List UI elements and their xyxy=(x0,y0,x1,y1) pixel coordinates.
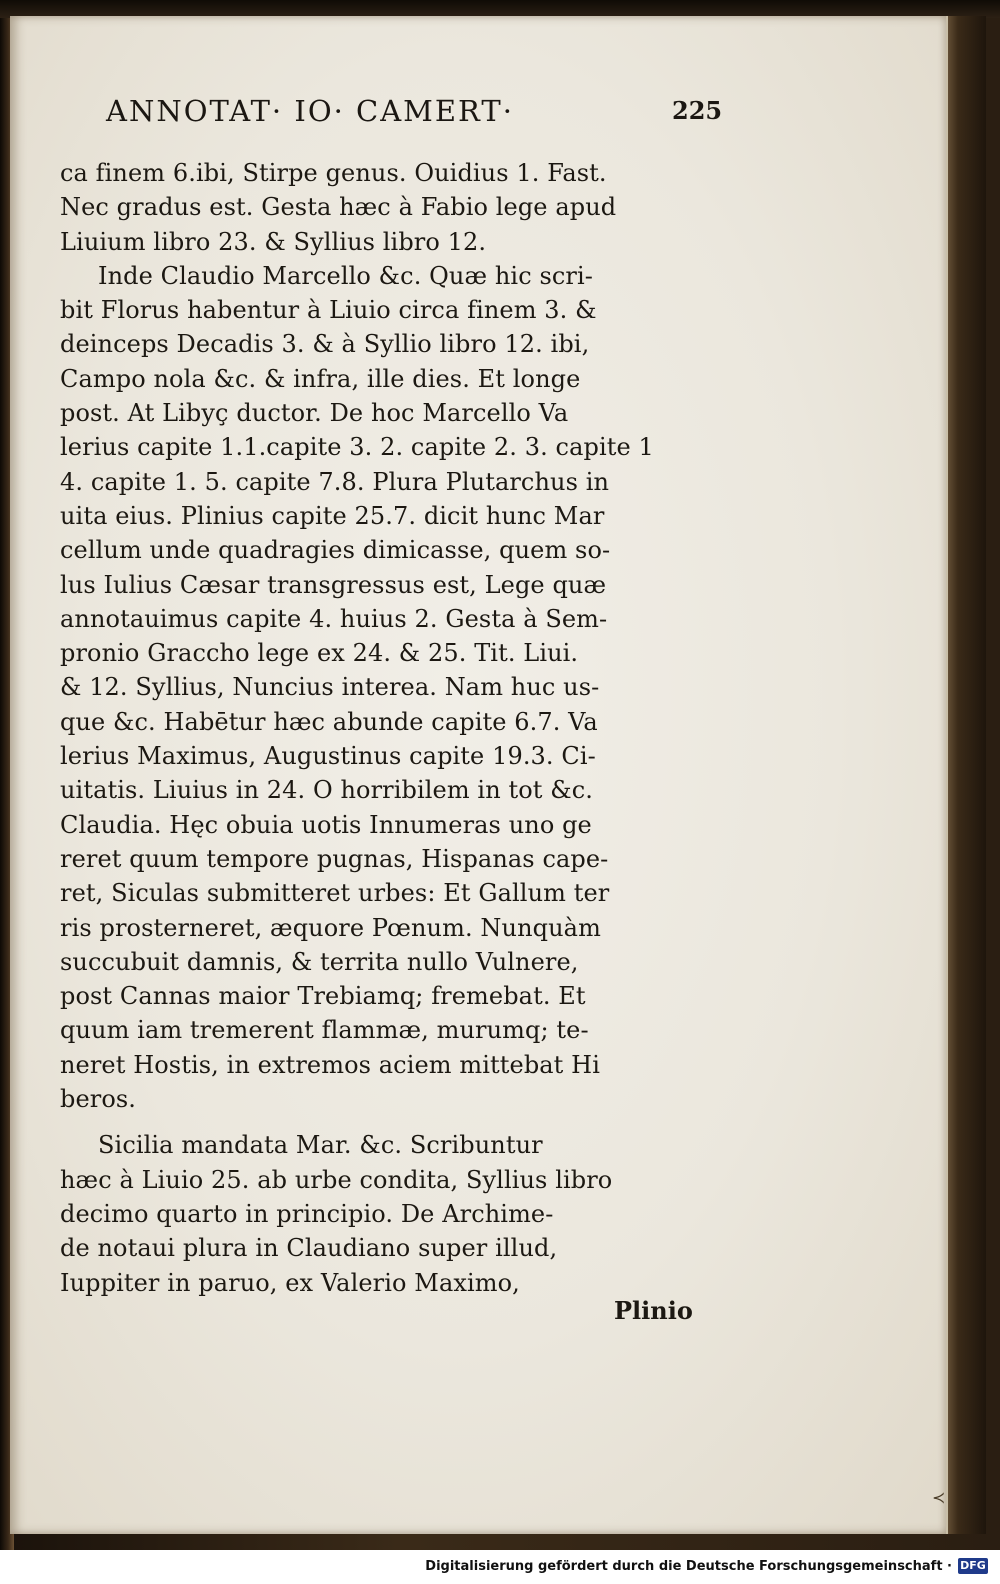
book-edge-right xyxy=(946,16,986,1534)
text-line: ris prosterneret, æquore Pœnum. Nunquàm xyxy=(60,913,601,942)
text-line: que &c. Habētur hæc abunde capite 6.7. Va xyxy=(60,707,598,736)
text-line: neret Hostis, in extremos aciem mittebat Hi xyxy=(60,1050,600,1079)
funding-credit: Digitalisierung gefördert durch die Deutsche Forschungsgemeinschaft · xyxy=(425,1559,952,1574)
text-line: cellum unde quadragies dimicasse, quem so- xyxy=(60,536,611,565)
body-text xyxy=(60,156,730,1300)
text-line: deinceps Decadis 3. & à Syllio libro 12. ibi, xyxy=(60,330,590,359)
dfg-logo-icon: DFG xyxy=(958,1558,988,1574)
catchword: Plinio xyxy=(614,1296,693,1325)
digitization-footer xyxy=(0,1550,1000,1584)
text-line: bit Florus habentur à Liuio circa finem 3. & xyxy=(60,296,597,325)
text-line: succubuit damnis, & territa nullo Vulnere, xyxy=(60,947,579,976)
text-line: lus Iulius Cæsar transgressus est, Lege quæ xyxy=(60,570,607,599)
text-line: quum iam tremerent flammæ, murumq; te- xyxy=(60,1016,589,1045)
running-head: ANNOTAT· IO· CAMERT· xyxy=(106,94,514,128)
text-line: ret, Siculas submitteret urbes: Et Gallum ter xyxy=(60,879,610,908)
text-line: Claudia. Hęc obuia uotis Innumeras uno ge xyxy=(60,810,592,839)
text-line: lerius Maximus, Augustinus capite 19.3. Ci- xyxy=(60,742,596,771)
text-line: & 12. Syllius, Nuncius interea. Nam huc us- xyxy=(60,673,600,702)
text-line: Liuium libro 23. & Syllius libro 12. xyxy=(60,227,487,256)
text-line: post Cannas maior Trebiamq; fremebat. Et xyxy=(60,982,586,1011)
text-line: beros. xyxy=(60,1085,137,1114)
text-line: Inde Claudio Marcello &c. Quæ hic scri- xyxy=(98,261,593,290)
text-line: ca finem 6.ibi, Stirpe genus. Ouidius 1. Fast. xyxy=(60,159,607,187)
text-line: lerius capite 1.1.capite 3. 2. capite 2. 3. capite 1 xyxy=(60,433,654,462)
text-line: annotauimus capite 4. huius 2. Gesta à Sem- xyxy=(60,604,608,633)
text-line: decimo quarto in principio. De Archime- xyxy=(60,1199,554,1228)
book-page xyxy=(10,16,948,1534)
text-line: pronio Graccho lege ex 24. & 25. Tit. Liui. xyxy=(60,639,579,668)
text-line: uitatis. Liuius in 24. O horribilem in tot &c. xyxy=(60,776,593,805)
text-line: 4. capite 1. 5. capite 7.8. Plura Plutarchus in xyxy=(60,467,610,496)
text-line: Iuppiter in paruo, ex Valerio Maximo, xyxy=(60,1268,520,1297)
page-number: 225 xyxy=(672,96,723,125)
text-line: Nec gradus est. Gesta hæc à Fabio lege apud xyxy=(60,193,617,222)
page-edge-mark: ≺ xyxy=(932,1488,946,1507)
paragraph-gap xyxy=(60,1116,730,1128)
text-line: post. At Libyç ductor. De hoc Marcello Va xyxy=(60,399,569,428)
text-line: Campo nola &c. & infra, ille dies. Et longe xyxy=(60,364,581,393)
text-line: hæc à Liuio 25. ab urbe condita, Syllius libro xyxy=(60,1165,613,1194)
text-line: uita eius. Plinius capite 25.7. dicit hunc Mar xyxy=(60,501,605,530)
text-line: de notaui plura in Claudiano super illud, xyxy=(60,1234,558,1263)
text-line: Sicilia mandata Mar. &c. Scribuntur xyxy=(98,1131,543,1160)
text-line: reret quum tempore pugnas, Hispanas cape- xyxy=(60,844,609,873)
